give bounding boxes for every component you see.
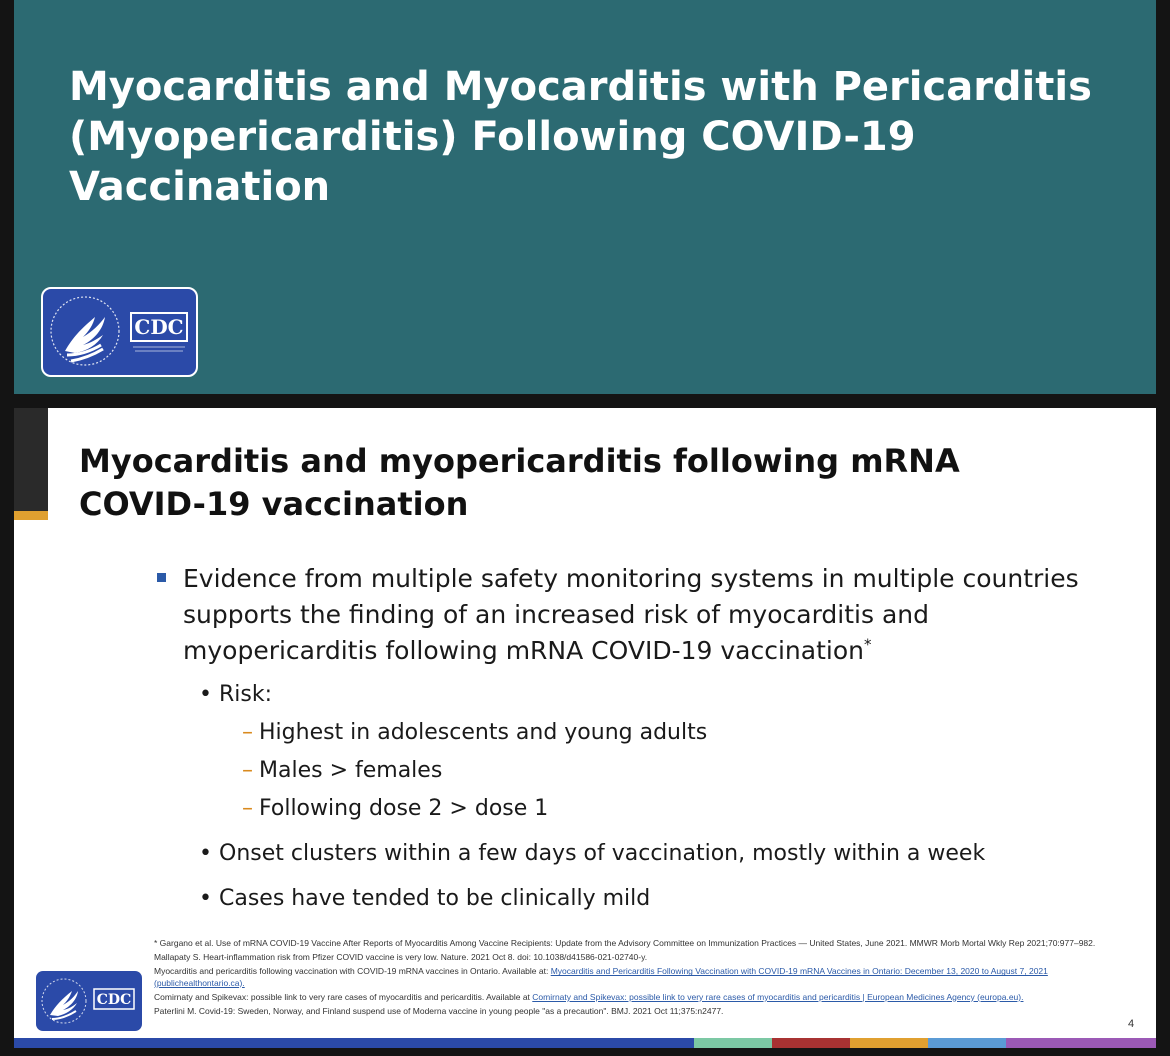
references bbox=[154, 938, 1114, 1020]
round-bullet-icon: • bbox=[199, 886, 212, 911]
slide-title-line-2: COVID-19 vaccination bbox=[79, 485, 469, 523]
reference-link[interactable]: Myocarditis and Pericarditis Following Vaccination with COVID-19 mRNA Vaccines in Ontario: December 13, 2020 to August 7, 2021 (publichealthontario.ca). bbox=[154, 966, 1048, 988]
slide-title: Myocarditis and Myocarditis with Pericarditis (Myopericarditis) Following COVID-19 Vaccination bbox=[69, 64, 1092, 210]
cases-bullet: • Cases have tended to be clinically mild bbox=[199, 884, 650, 914]
cdc-logo-text: CDC bbox=[96, 992, 132, 1008]
risk-item: – Highest in adolescents and young adults bbox=[242, 720, 708, 745]
slide-accent-bar bbox=[14, 511, 48, 520]
footnote-mark: * bbox=[863, 635, 872, 654]
slide-left-bar bbox=[14, 408, 48, 511]
page-number: 4 bbox=[1128, 1018, 1135, 1030]
cdc-logo bbox=[36, 971, 142, 1031]
square-bullet-icon bbox=[157, 573, 166, 582]
cdc-logo-text: CDC bbox=[134, 315, 184, 339]
risk-item: – Males > females bbox=[242, 758, 443, 783]
reference: Comirnaty and Spikevax: possible link to very rare cases of myocarditis and pericarditis. Available at Comirnaty and Spikevax: possible link to very rare cases of myocarditis and pericarditis | European Medicines Agency (europa.eu). bbox=[154, 991, 1024, 1002]
content-slide bbox=[14, 408, 1156, 1048]
dash-bullet-icon: – bbox=[242, 796, 253, 821]
hhs-eagle-icon bbox=[36, 971, 142, 1031]
reference: * Gargano et al. Use of mRNA COVID-19 Vaccine After Reports of Myocarditis Among Vaccine Recipients: Update from the Advisory Committee on Immunization Practices — United States, June 2021. MMWR Morb Mortal Wkly Rep 2021;70:977–982. bbox=[154, 938, 1096, 948]
main-bullet-text: Evidence from multiple safety monitoring systems in multiple countries supports the finding of an increased risk of myocarditis and myopericarditis following mRNA COVID-19 vaccination bbox=[183, 564, 1079, 665]
reference: Mallapaty S. Heart-inflammation risk from Pfizer COVID vaccine is very low. Nature. 2021 Oct 8. doi: 10.1038/d41586-021-02740-y. bbox=[154, 952, 648, 963]
bottom-bar-segment bbox=[694, 1038, 772, 1048]
dash-bullet-icon: – bbox=[242, 720, 253, 745]
title-slide bbox=[14, 0, 1156, 394]
main-bullet bbox=[157, 561, 1087, 669]
bottom-bar-segment bbox=[850, 1038, 928, 1048]
bottom-bar-segment bbox=[928, 1038, 1006, 1048]
reference: Myocarditis and pericarditis following vaccination with COVID-19 mRNA vaccines in Ontario. Available at: Myocarditis and Pericarditis Following Vaccination with COVID-19 mRNA Vaccines in Ontario: December 13, 2020 to August 7, 2021 (publichealthontario.ca). bbox=[154, 966, 1048, 988]
risk-bullet bbox=[199, 680, 272, 710]
onset-bullet: • Onset clusters within a few days of vaccination, mostly within a week bbox=[199, 839, 985, 869]
slide-title bbox=[79, 440, 979, 526]
bottom-bar-segment bbox=[1006, 1038, 1156, 1048]
round-bullet-icon: • bbox=[199, 841, 212, 866]
bottom-bar-segment bbox=[772, 1038, 850, 1048]
slide-title-line-1: Myocarditis and myopericarditis following mRNA bbox=[79, 442, 960, 480]
bottom-color-bar bbox=[14, 1038, 1156, 1048]
reference: Paterlini M. Covid-19: Sweden, Norway, and Finland suspend use of Moderna vaccine in young people "as a precaution". BMJ. 2021 Oct 11;375:n2477. bbox=[154, 1006, 724, 1017]
cdc-logo bbox=[41, 287, 198, 377]
risk-label: Risk: bbox=[219, 682, 273, 707]
hhs-eagle-icon bbox=[43, 289, 196, 375]
reference-link[interactable]: Comirnaty and Spikevax: possible link to very rare cases of myocarditis and pericarditis | European Medicines Agency (europa.eu). bbox=[532, 991, 1024, 1002]
round-bullet-icon: • bbox=[199, 682, 212, 707]
risk-item: – Following dose 2 > dose 1 bbox=[242, 796, 549, 821]
bottom-bar-segment bbox=[14, 1038, 694, 1048]
dash-bullet-icon: – bbox=[242, 758, 253, 783]
